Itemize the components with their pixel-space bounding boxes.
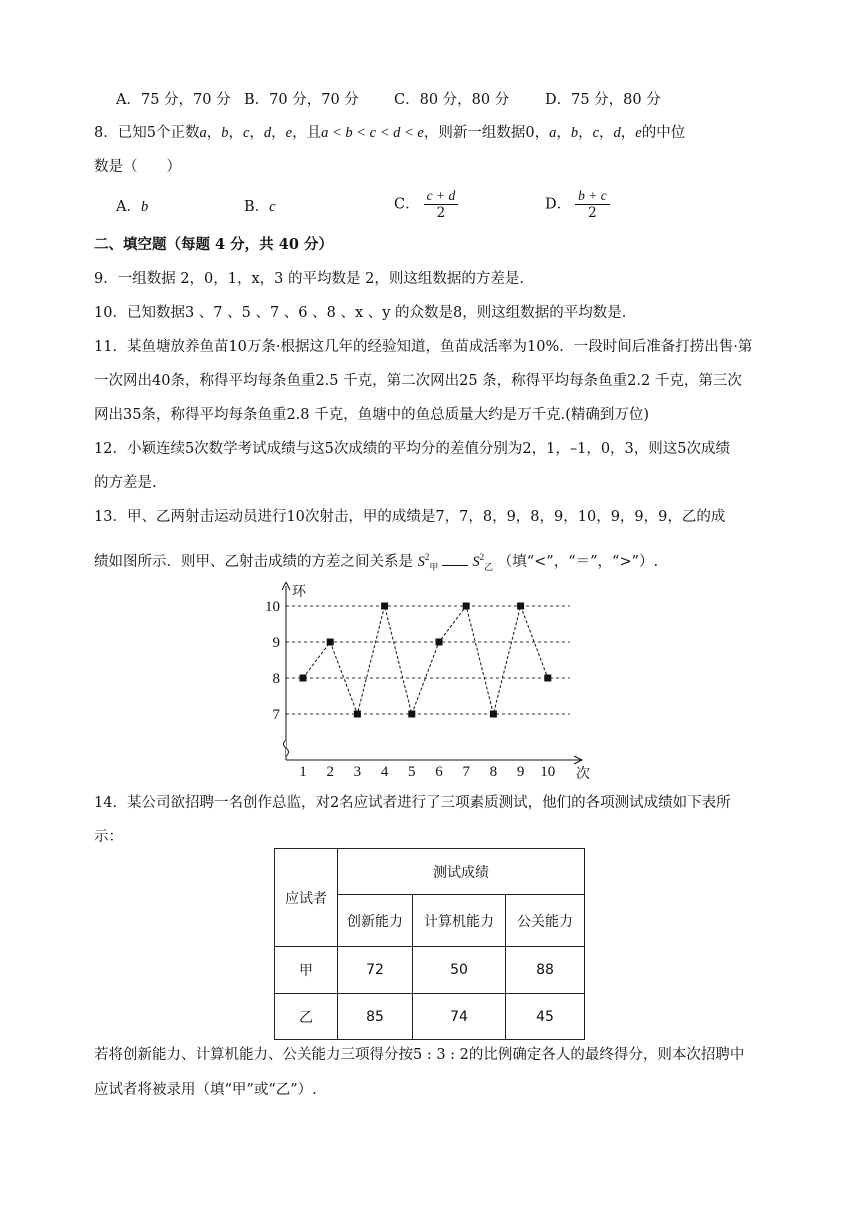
q14-line-2: 示：: [94, 829, 123, 845]
variance-yi: [472, 554, 493, 570]
x-axis-label: 次: [576, 766, 590, 780]
data-point: [463, 603, 470, 610]
sep: ，: [206, 125, 222, 141]
x-tick-label: 10: [540, 764, 556, 780]
q8-option-c: [394, 188, 458, 221]
data-point: [354, 711, 361, 718]
answer-blank[interactable]: [442, 551, 468, 566]
data-point: [381, 603, 388, 610]
var-c: c: [242, 125, 250, 141]
x-tick-label: 1: [299, 764, 307, 780]
data-point: [408, 711, 415, 718]
x-tick-label: 6: [435, 764, 443, 780]
table-cell: 88: [506, 947, 585, 994]
q11-line-1: 11．某鱼塘放养鱼苗10万条·根据这几年的经验知道，鱼苗成活率为10%．一段时间后准备打捞出售·第: [94, 339, 753, 355]
row-header-cell: 应试者: [275, 849, 338, 947]
x-tick-label: 4: [380, 764, 389, 780]
data-point: [490, 711, 497, 718]
variance-jia: [418, 554, 439, 570]
q11-line-3: 网出35条，称得平均每条鱼重2.8 千克，鱼塘中的鱼总质量大约是万千克.(精确到万位): [94, 407, 650, 423]
q8-line-2: 数是（ ）: [94, 159, 181, 175]
numerator: b + c: [575, 188, 610, 205]
q14-line-1: 14．某公司欲招聘一名创作总监，对2名应试者进行了三项素质测试，他们的各项测试成绩如下表所: [94, 795, 731, 811]
data-point: [327, 639, 334, 646]
x-tick-label: 2: [326, 764, 334, 780]
x-tick-label: 7: [462, 764, 470, 780]
table-cell: 50: [413, 947, 506, 994]
x-tick-label: 5: [408, 764, 416, 780]
y-tick-label: 10: [265, 599, 280, 615]
data-point: [544, 675, 551, 682]
table-cell: 74: [413, 994, 506, 1040]
table-row: [275, 994, 585, 1040]
table-cell: 72: [338, 947, 413, 994]
option-value: c: [269, 199, 276, 215]
denominator: 2: [436, 205, 446, 221]
y-axis-label: 环: [292, 584, 306, 600]
series-line: [303, 606, 548, 714]
q7-option-c: C．80 分，80 分: [394, 92, 510, 108]
sep: ，: [578, 125, 593, 141]
zero: 0: [525, 125, 535, 141]
q13-line-2: [94, 546, 658, 578]
q11-line-2: 一次网出40条，称得平均每条鱼重2.5 千克，第二次网出25 条，称得平均每条鱼重2.2 千克，第三次: [94, 373, 742, 389]
q14-after-line-2: 应试者将被录用（填“甲”或“乙”）.: [94, 1082, 317, 1098]
q13-text-end: （填“<”，“＝”，“>”）.: [497, 553, 659, 570]
option-label: C．: [394, 196, 420, 213]
section-title: 二、填空题（每题 4 分，共 40 分）: [94, 236, 333, 253]
var-a: a: [549, 125, 557, 141]
group-header-cell: 测试成绩: [338, 849, 585, 895]
table-row: [275, 947, 585, 994]
y-tick-label: 7: [272, 707, 280, 723]
q12-line-1: 12．小颖连续5次数学考试成绩与这5次成绩的平均分的差值分别为2，1，–1，0，3，则这5次成绩: [94, 441, 730, 457]
option-label: B．: [244, 199, 270, 215]
q7-option-b: B．70 分，70 分: [244, 92, 359, 108]
table-cell: 85: [338, 994, 413, 1040]
sep: ，: [228, 125, 243, 141]
applicant-name: 甲: [275, 947, 338, 994]
q10-text: 10．已知数据3 、7 、5 、7 、6 、8 、x 、y 的众数是8，则这组数据的平均数是.: [94, 305, 627, 321]
sep: ，: [556, 125, 571, 141]
q8-text-2: ，且: [292, 125, 322, 141]
sep: ，: [534, 125, 550, 141]
sep: ，: [620, 125, 636, 141]
var-a: a: [199, 125, 207, 141]
column-header: 创新能力: [338, 895, 413, 947]
x-tick-label: 8: [489, 764, 498, 780]
q13-line-1: 13．甲、乙两射击运动员进行10次射击，甲的成绩是7，7，8，9，8，9，10，9，9，9，乙的成: [94, 509, 726, 525]
numerator: c + d: [424, 188, 459, 205]
var-b: b: [221, 125, 229, 141]
x-tick-label: 3: [353, 764, 362, 780]
table-cell: 45: [506, 994, 585, 1040]
q13-text: 绩如图所示．则甲、乙射击成绩的方差之间关系是: [94, 553, 413, 570]
subscript: 乙: [484, 561, 494, 572]
var-d: d: [263, 125, 272, 141]
q8-text-4: 的中位: [641, 125, 686, 141]
sep: ，: [271, 125, 286, 141]
var-e: e: [285, 125, 293, 141]
denominator: 2: [588, 205, 597, 221]
exponent: 2: [424, 552, 430, 562]
q8-option-d: [545, 188, 610, 221]
q7-option-d: D．75 分，80 分: [545, 92, 661, 108]
data-point: [300, 675, 307, 682]
subscript: 甲: [429, 561, 439, 572]
q8-text-3: ，则新一组数据: [423, 125, 526, 141]
var-d: d: [613, 125, 621, 141]
column-header: 公关能力: [506, 895, 585, 947]
var-e: e: [635, 125, 642, 141]
column-header: 计算机能力: [413, 895, 506, 947]
option-label: A．: [116, 199, 141, 215]
s-letter: S: [417, 553, 425, 570]
q7-option-a: A．75 分，70 分: [116, 92, 231, 108]
option-label: D．: [545, 196, 572, 213]
q9-text: 9．一组数据 2，0，1，x，3 的平均数是 2，则这组数据的方差是.: [94, 271, 524, 287]
q8-text-1: 8．已知5个正数: [94, 125, 200, 141]
q8-inequality: a < b < c < d < e: [321, 125, 424, 141]
q8-option-b: [244, 196, 276, 218]
s-letter: S: [472, 553, 480, 570]
option-value: b: [140, 199, 149, 215]
var-c: c: [592, 125, 600, 141]
data-point: [436, 639, 443, 646]
shooting-score-chart: [248, 582, 598, 780]
var-b: b: [570, 125, 579, 141]
fraction: [424, 188, 459, 221]
y-tick-label: 9: [272, 635, 280, 651]
q8-line-1: [94, 122, 685, 144]
x-tick-label: 9: [516, 764, 525, 780]
data-point: [517, 603, 524, 610]
fraction: [575, 188, 610, 221]
exponent: 2: [479, 552, 485, 562]
score-table: [274, 848, 585, 1040]
axis-break: [284, 740, 289, 756]
applicant-name: 乙: [275, 994, 338, 1040]
sep: ，: [599, 125, 614, 141]
y-tick-label: 8: [272, 671, 280, 687]
q12-line-2: 的方差是.: [94, 475, 157, 491]
q8-option-a: [116, 196, 148, 218]
q14-after-line-1: 若将创新能力、计算机能力、公关能力三项得分按5 : 3 : 2的比例确定各人的最终得分，则本次招聘中: [94, 1047, 745, 1063]
sep: ，: [249, 125, 264, 141]
